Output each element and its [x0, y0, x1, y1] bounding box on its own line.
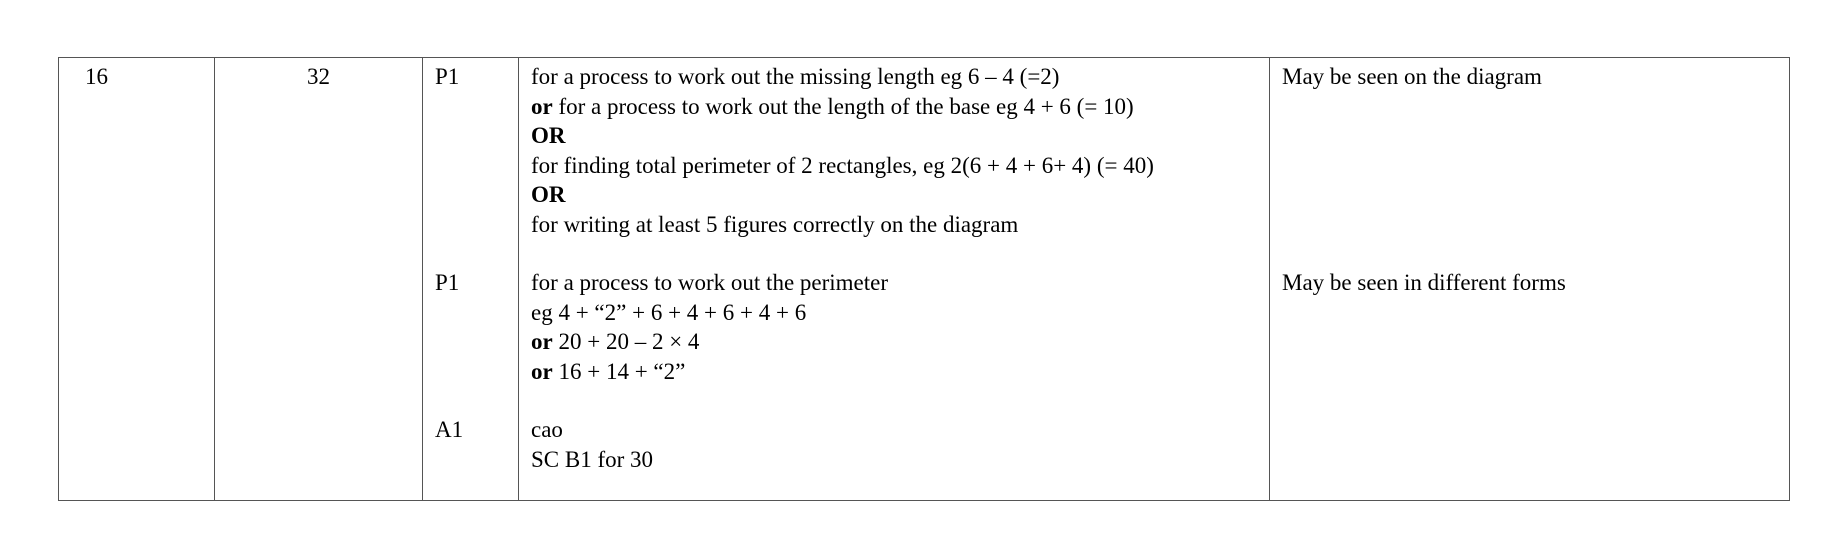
mark-block-2 [435, 268, 518, 386]
answer-cell [215, 58, 423, 501]
note-line: for finding total perimeter of 2 rectangles, eg 2(6 + 4 + 6+ 4) (= 40) [531, 152, 1154, 178]
note-line: for a process to work out the missing length eg 6 – 4 (=2) [531, 64, 1060, 89]
note-line: cao [531, 417, 563, 442]
mark-code: P1 [435, 64, 460, 89]
mark-code: P1 [435, 270, 460, 295]
note-line: SC B1 for 30 [531, 446, 654, 472]
note-line: or for a process to work out the length of the base eg 4 + 6 (= 10) [531, 93, 1134, 119]
mark-block-3 [435, 415, 518, 445]
guidance-text: May be seen in different forms [1282, 270, 1566, 295]
guidance-cell [1270, 58, 1790, 501]
note-line: eg 4 + “2” + 6 + 4 + 6 + 4 + 6 [531, 299, 807, 325]
notes-cell [519, 58, 1270, 501]
note-line: OR [531, 182, 566, 207]
guidance-block-1 [1282, 62, 1789, 239]
answer-value: 32 [307, 64, 330, 89]
mark-cell [423, 58, 519, 501]
note-line: or 16 + 14 + “2” [531, 358, 686, 384]
mark-scheme-table [58, 57, 1790, 501]
mark-code: A1 [435, 417, 464, 442]
guidance-block-2 [1282, 268, 1789, 298]
note-line: for a process to work out the perimeter [531, 270, 889, 295]
mark-block-1 [435, 62, 518, 239]
notes-block-3 [531, 415, 1269, 474]
table-row [59, 58, 1790, 501]
question-number: 16 [85, 64, 108, 89]
question-number-cell [59, 58, 215, 501]
guidance-text: May be seen on the diagram [1282, 64, 1542, 89]
notes-block-1 [531, 62, 1269, 239]
note-line: or 20 + 20 – 2 × 4 [531, 329, 700, 354]
note-line: OR [531, 123, 566, 148]
note-line: for writing at least 5 figures correctly on the diagram [531, 211, 1019, 237]
notes-block-2 [531, 268, 1269, 386]
